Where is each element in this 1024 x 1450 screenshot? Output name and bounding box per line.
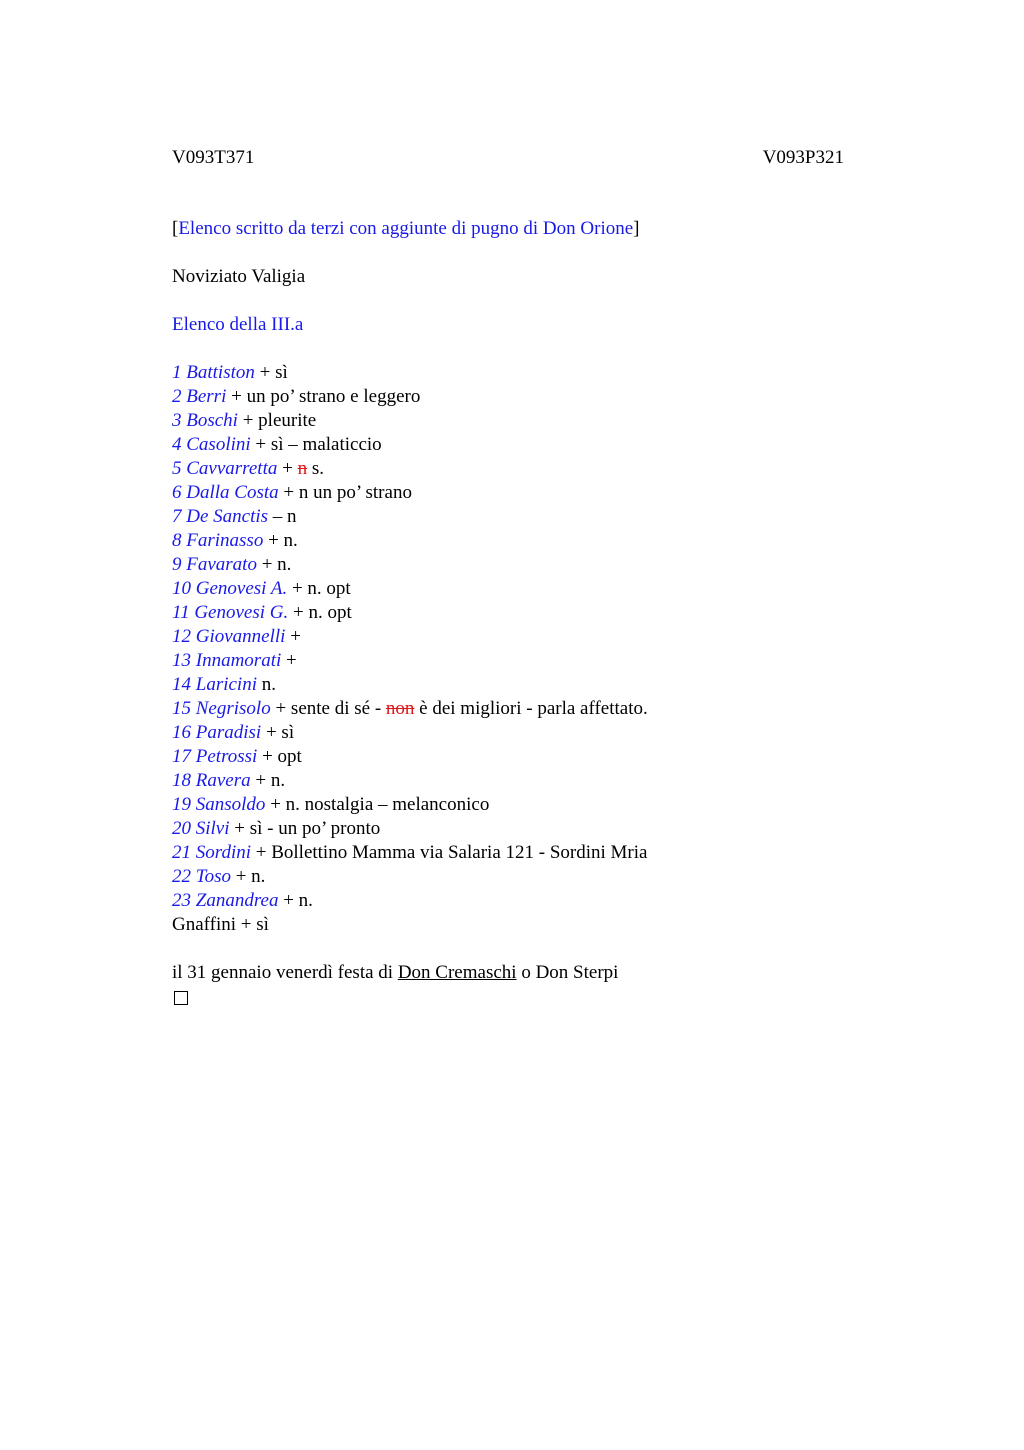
entry-note: + sì [254,362,288,383]
document-page [172,146,844,1005]
entry-note: + [285,626,301,647]
document-subtitle: Noviziato Valigia [172,266,306,287]
roster-entry [172,553,844,577]
entry-name: 17 Petrossi [172,746,258,767]
roster-entry [172,841,844,865]
roster-entry [172,673,844,697]
entry-name: 2 Berri [172,386,227,407]
entry-note: n. [256,674,276,695]
entry-note: + sì – malaticcio [250,434,382,455]
roster-list [172,361,844,937]
underlined-name: Don Cremaschi [397,962,517,983]
entry-name: 7 De Sanctis [172,506,269,527]
entry-note: + Bollettino Mamma via Salaria 121 - Sordini Mria [251,842,648,863]
editorial-open-bracket: [ [172,218,179,239]
reference-header [172,146,844,170]
roster-entry [172,529,844,553]
entry-name: 9 Favarato [172,554,257,575]
right-reference-code: V093P321 [762,147,844,168]
entry-note: + opt [257,746,302,767]
entry-note: + n. nostalgia – melanconico [265,794,490,815]
roster-entry [172,649,844,673]
entry-note: s. [307,458,324,479]
entry-note: + sì - un po’ pronto [229,818,381,839]
closing-text-before: il 31 gennaio venerdì festa di [172,962,398,983]
roster-entry [172,481,844,505]
entry-name: 6 Dalla Costa [172,482,279,503]
roster-entry [172,865,844,889]
entry-note: + n. [263,530,298,551]
editorial-close-bracket: ] [633,218,640,239]
roster-entry [172,745,844,769]
left-reference-code: V093T371 [172,147,255,168]
roster-entry [172,889,844,913]
entry-note: + un po’ strano e leggero [226,386,421,407]
roster-entry [172,361,844,385]
entry-note: è dei migliori - parla affettato. [414,698,648,719]
entry-name: 21 Sordini [172,842,251,863]
entry-name: 5 Cavvarretta [172,458,278,479]
entry-name: 16 Paradisi [172,722,262,743]
roster-entry [172,457,844,481]
entry-note: – n [268,506,297,527]
roster-entry [172,697,844,721]
roster-entry [172,721,844,745]
entry-name: 23 Zanandrea [172,890,279,911]
entry-name: 19 Sansoldo [172,794,266,815]
entry-note: + sì [261,722,295,743]
roster-entry [172,433,844,457]
roster-entry [172,577,844,601]
entry-note: + n. opt [287,578,351,599]
checkbox-square-icon [174,991,188,1005]
entry-name: 13 Innamorati [172,650,282,671]
closing-line [172,961,844,985]
entry-name: 1 Battiston [172,362,255,383]
roster-entry [172,385,844,409]
editorial-note-text: Elenco scritto da terzi con aggiunte di pugno di Don Orione [178,218,634,239]
entry-name: 10 Genovesi A. [172,578,288,599]
entry-note: + n. [230,866,266,887]
editorial-note [172,217,844,241]
entry-note: + n un po’ strano [278,482,412,503]
entry-name: 18 Ravera [172,770,251,791]
entry-note-prefix: + [277,458,298,479]
struck-text: n [297,458,308,479]
roster-entry [172,409,844,433]
roster-entry [172,817,844,841]
entry-name: 4 Casolini [172,434,251,455]
entry-note: + n. [256,554,292,575]
entry-note: + [281,650,297,671]
entry-note: + pleurite [237,410,317,431]
roster-entry [172,601,844,625]
roster-entry [172,625,844,649]
struck-text: non [385,698,415,719]
entry-name: 12 Giovannelli [172,626,286,647]
entry-note: + n. [250,770,286,791]
entry-note: + n. [278,890,313,911]
extra-entry: Gnaffini + sì [172,914,269,935]
entry-name: 8 Farinasso [172,530,264,551]
entry-name: 22 Toso [172,866,231,887]
entry-name: 11 Genovesi G. [172,602,289,623]
closing-text-after: o Don Sterpi [516,962,619,983]
roster-entry [172,793,844,817]
entry-name: 14 Laricini [172,674,257,695]
entry-name: 3 Boschi [172,410,238,431]
entry-name: 15 Negrisolo [172,698,271,719]
roster-entry [172,769,844,793]
entry-note-prefix: + sente di sé - [270,698,386,719]
entry-name: 20 Silvi [172,818,230,839]
section-title: Elenco della III.a [172,314,304,335]
entry-note: + n. opt [288,602,352,623]
roster-entry [172,505,844,529]
